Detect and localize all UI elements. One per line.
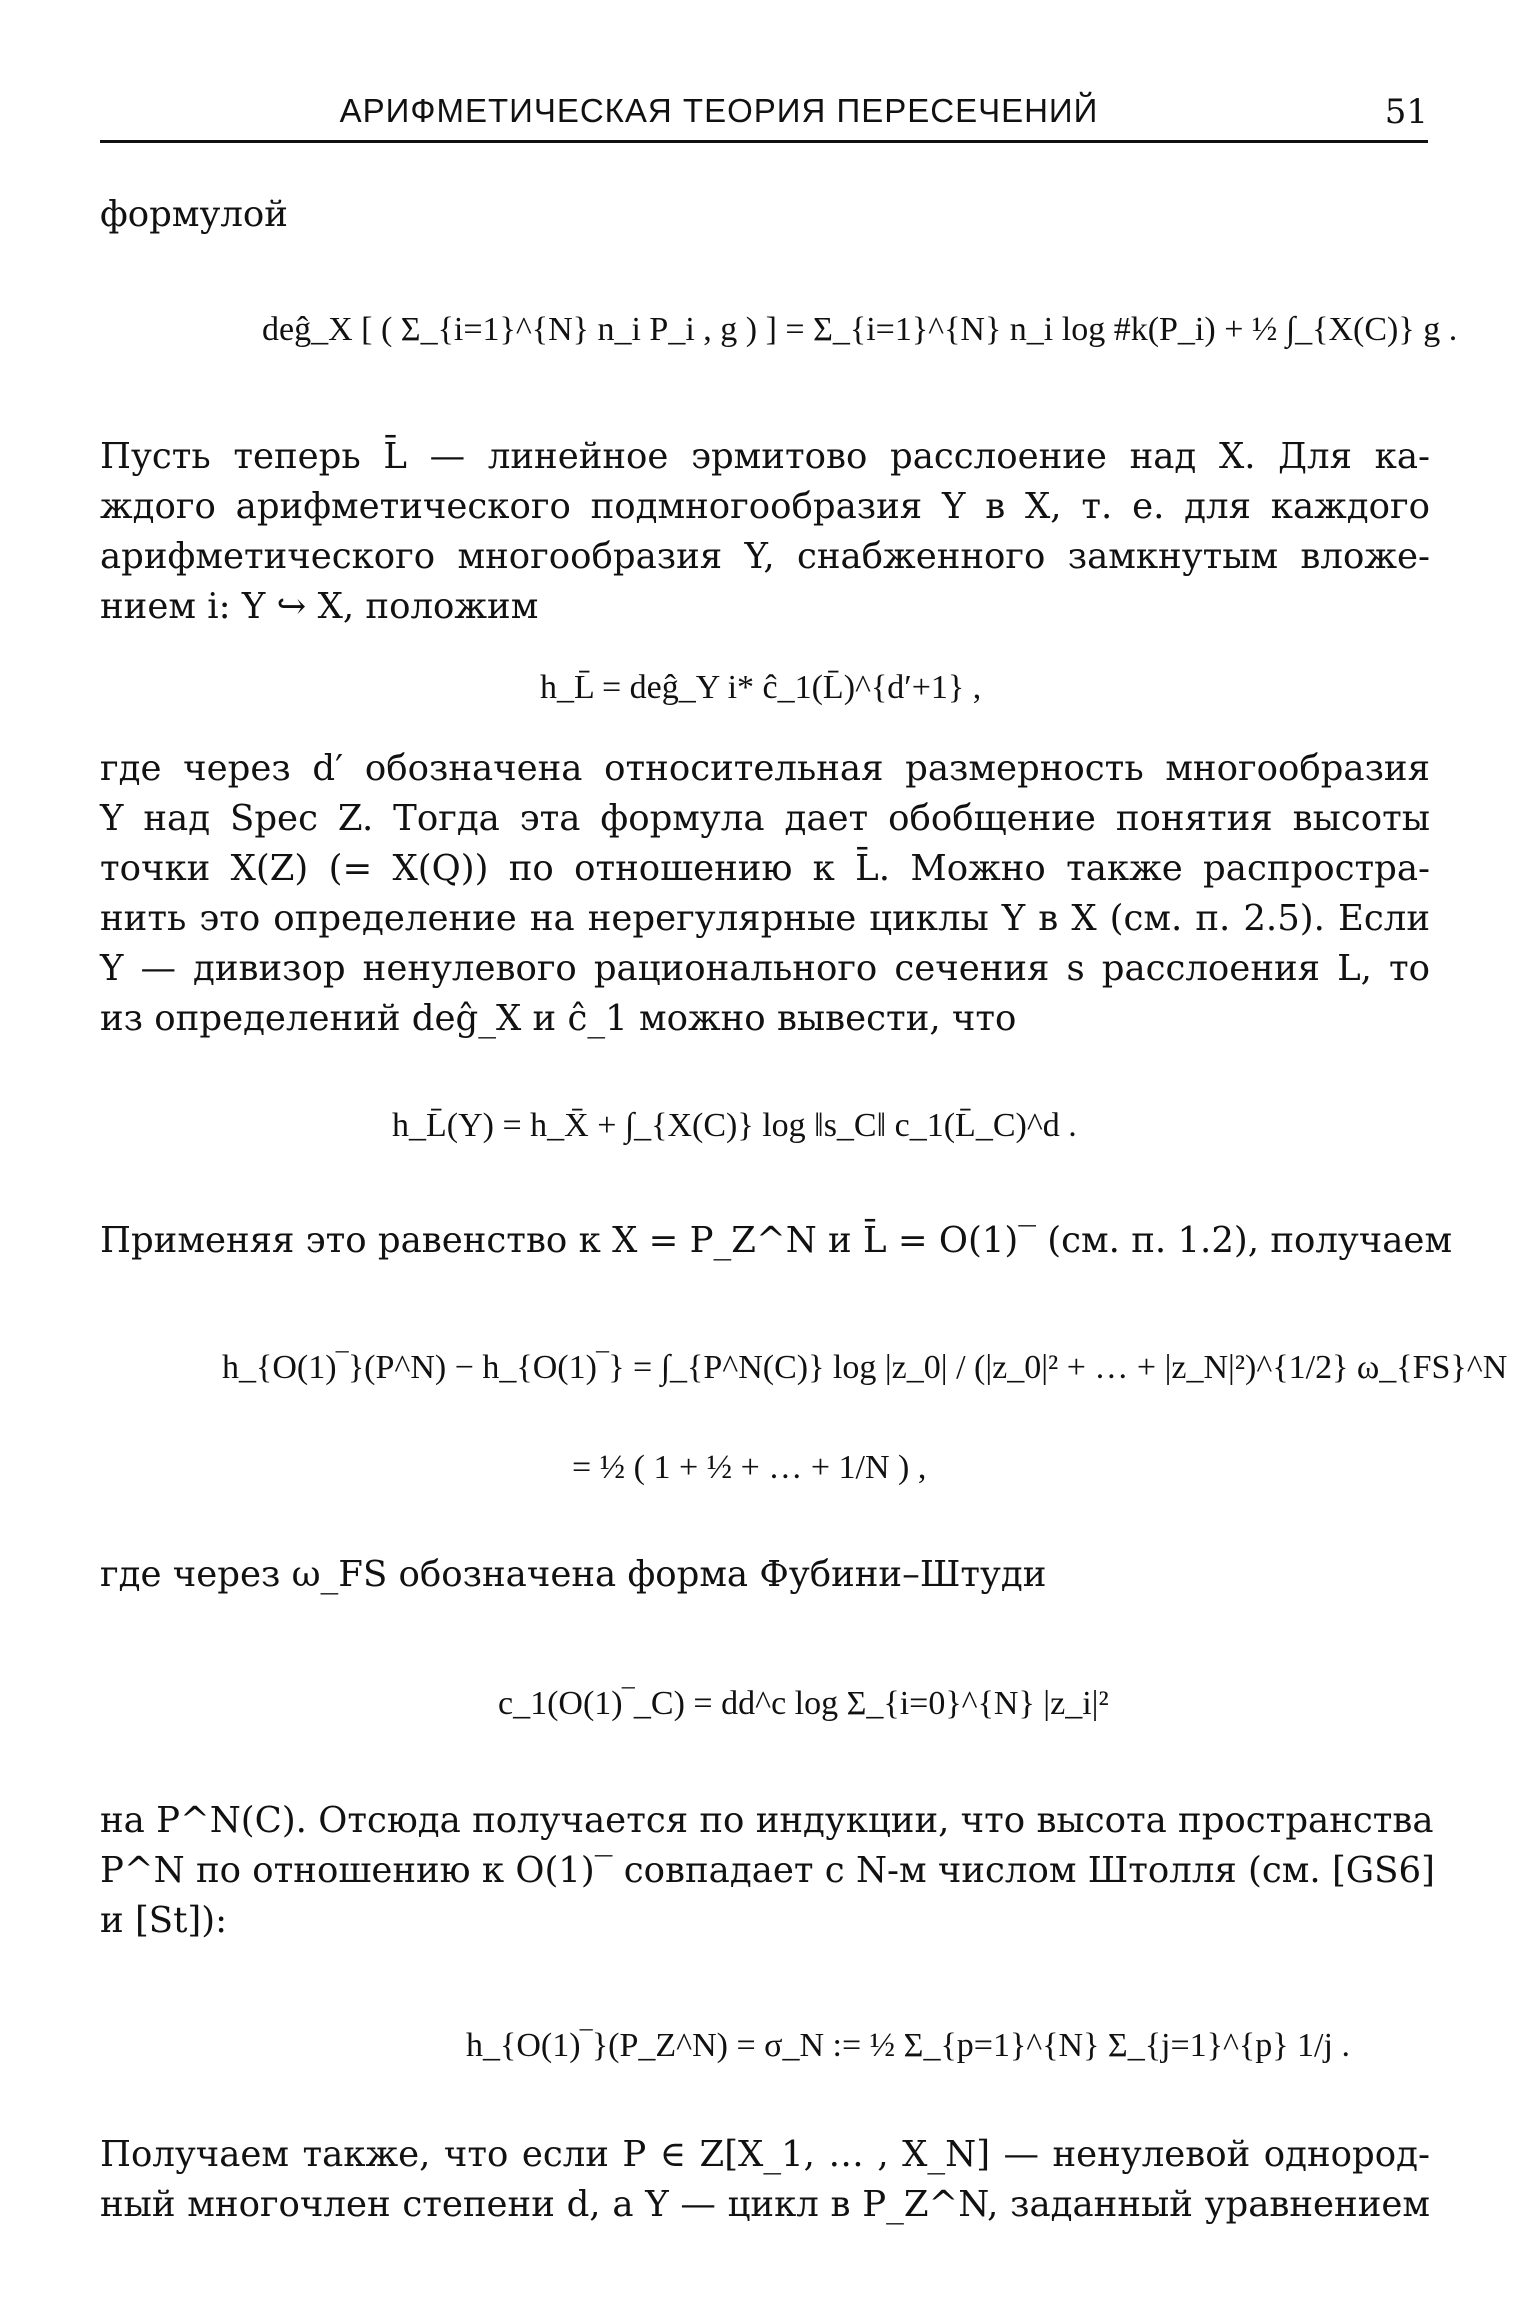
formula-fubini-study: c_1(O(1)‾_C) = dd^c log Σ_{i=0}^{N} |z_i|²: [498, 1685, 1109, 1722]
text-line: формулой: [100, 194, 288, 235]
page-number: 51: [1384, 92, 1428, 132]
paragraph-1: [100, 190, 1430, 240]
paragraph-6: [100, 1796, 1435, 1946]
header-rule: [100, 140, 1428, 143]
text-line: на P^N(C). Отсюда получается по индукции, что высота пространства: [100, 1800, 1434, 1841]
formula-height-divisor: h_L̄(Y) = h_X̄ + ∫_{X(C)} log ‖s_C‖ c_1(L̄_C)^d .: [392, 1107, 1077, 1144]
text-line: точки X(Z) (= X(Q)) по отношению к L̄. Можно также распростра-: [100, 848, 1430, 889]
formula-projective-height: [222, 1348, 1507, 1488]
formula-deg-x: deĝ_X [ ( Σ_{i=1}^{N} n_i P_i , g ) ] = Σ_{i=1}^{N} n_i log #k(P_i) + ½ ∫_{X(C)} g .: [262, 311, 1458, 348]
running-header: [100, 92, 1428, 142]
text-line: где через d′ обозначена относительная размерность многообразия: [100, 748, 1430, 789]
text-line: нием i: Y ↪ X, положим: [100, 586, 539, 627]
text-line: Y над Spec Z. Тогда эта формула дает обобщение понятия высоты: [100, 798, 1430, 839]
text-line: и [St]):: [100, 1900, 228, 1941]
text-line: ный многочлен степени d, а Y — цикл в P_Z^N, заданный уравнением: [100, 2184, 1430, 2225]
formula-line: = ½ ( 1 + ½ + … + 1/N ) ,: [572, 1449, 927, 1486]
running-title: АРИФМЕТИЧЕСКАЯ ТЕОРИЯ ПЕРЕСЕЧЕНИЙ: [339, 92, 1099, 129]
formula-stoll-number: h_{O(1)‾}(P_Z^N) = σ_N := ½ Σ_{p=1}^{N} Σ_{j=1}^{p} 1/j .: [466, 2027, 1350, 2064]
paragraph-5: [100, 1550, 1430, 1600]
paragraph-2: [100, 432, 1430, 632]
formula-height-definition: h_L̄ = deĝ_Y i* ĉ_1(L̄)^{d′+1} ,: [540, 669, 982, 706]
paragraph-7: [100, 2130, 1430, 2230]
text-line: P^N по отношению к O(1)‾ совпадает с N-м числом Штолля (см. [GS6]: [100, 1850, 1435, 1891]
text-line: из определений deĝ_X и ĉ_1 можно вывести, что: [100, 998, 1017, 1039]
paragraph-3: [100, 744, 1430, 1044]
paragraph-4: [100, 1216, 1453, 1266]
text-line: арифметического многообразия Y, снабженного замкнутым вложе-: [100, 536, 1430, 577]
text-line: где через ω_FS обозначена форма Фубини–Штуди: [100, 1554, 1047, 1595]
text-line: Пусть теперь L̄ — линейное эрмитово расслоение над X. Для ка-: [100, 436, 1430, 477]
text-line: ждого арифметического подмногообразия Y в X, т. е. для каждого: [100, 486, 1430, 527]
formula-line: h_{O(1)‾}(P^N) − h_{O(1)‾} = ∫_{P^N(C)} log |z_0| / (|z_0|² + … + |z_N|²)^{1/2} ω_{FS}^N: [222, 1349, 1508, 1386]
text-line: Применяя это равенство к X = P_Z^N и L̄ = O(1)‾ (см. п. 1.2), получаем: [100, 1220, 1453, 1261]
text-line: нить это определение на нерегулярные циклы Y в X (см. п. 2.5). Если: [100, 898, 1430, 939]
text-line: Получаем также, что если P ∈ Z[X_1, … , X_N] — ненулевой однород-: [100, 2134, 1430, 2175]
text-line: Y — дивизор ненулевого рационального сечения s расслоения L, то: [100, 948, 1430, 989]
